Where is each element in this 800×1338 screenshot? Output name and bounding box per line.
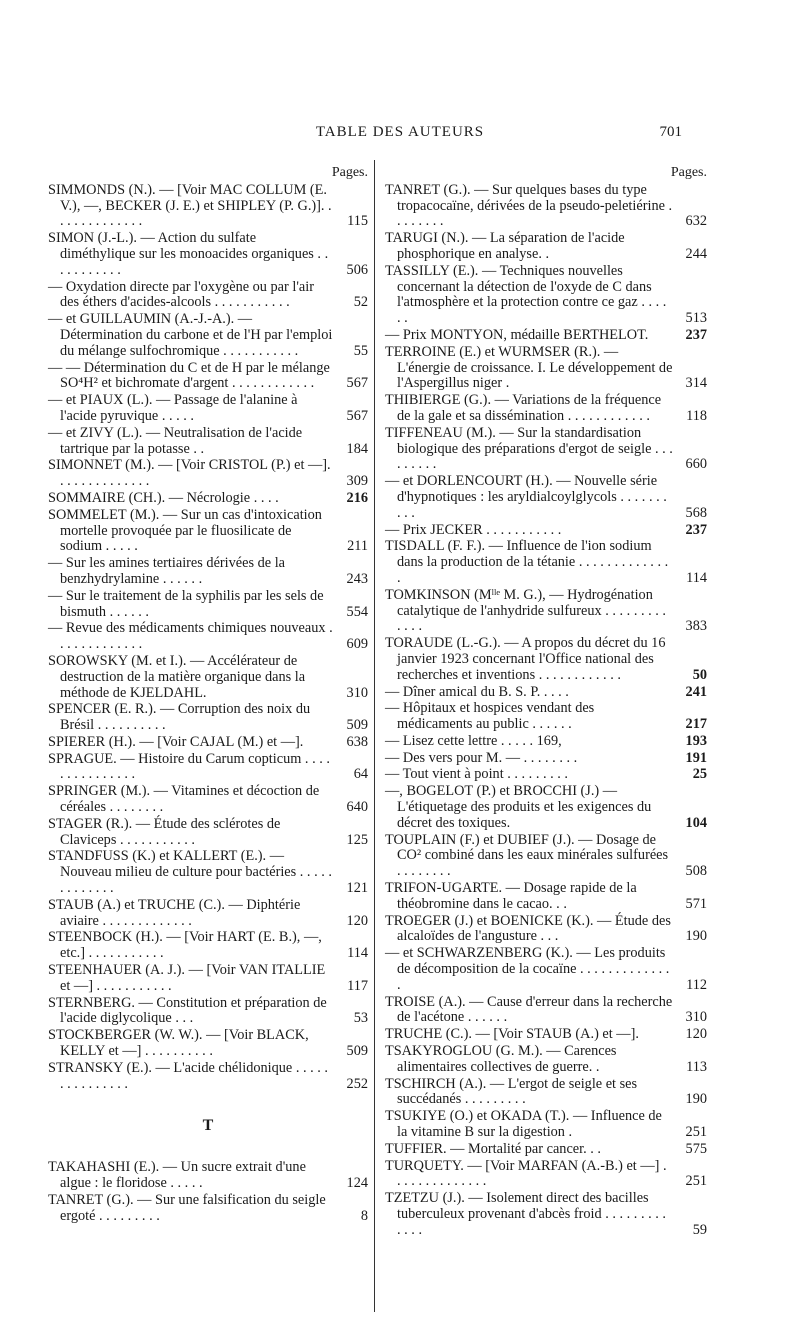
index-entry: [48, 312, 368, 359]
index-entry: [385, 474, 707, 521]
index-entry: [48, 996, 368, 1028]
entry-text: TARUGI (N.). — La séparation de l'acide phosphorique en analyse. .: [385, 230, 625, 262]
entry-text: TERROINE (E.) et WURMSER (R.). — L'énergie de croissance. I. Le développement de l'Aspergillus niger .: [385, 343, 673, 392]
entry-page-number: 252: [346, 1075, 368, 1092]
index-entry: [48, 426, 368, 458]
index-entry: [385, 914, 707, 946]
index-entry: [385, 784, 707, 831]
section-letter-t: T: [202, 1117, 214, 1135]
index-entry: [48, 735, 368, 751]
entry-text: TIFFENEAU (M.). — Sur la standardisation biologique des préparations d'ergot de seigle . . . . . . . . .: [385, 424, 673, 473]
index-entry: [48, 1061, 368, 1093]
entry-page-number: 217: [685, 716, 707, 733]
entry-text: — Hôpitaux et hospices vendant des médicaments au public . . . . . .: [385, 700, 595, 733]
entry-page-number: 52: [353, 294, 368, 311]
index-entry: [48, 1193, 368, 1225]
entry-text: TROISE (A.). — Cause d'erreur dans la recherche de l'acétone . . . . . .: [385, 993, 673, 1026]
index-entry: [48, 393, 368, 425]
entry-text: —, BOGELOT (P.) et BROCCHI (J.) — L'étiquetage des produits et les exigences du décret des toxiques.: [385, 783, 652, 831]
entry-text: TSCHIRCH (A.). — L'ergot de seigle et ses succédanés . . . . . . . . .: [385, 1075, 638, 1108]
entry-page-number: 8: [360, 1207, 368, 1224]
entry-page-number: 244: [685, 245, 707, 262]
index-entry: [385, 881, 707, 913]
entry-page-number: 55: [353, 342, 368, 359]
entry-page-number: 211: [347, 538, 368, 555]
entry-page-number: 310: [346, 684, 368, 701]
entry-page-number: 124: [346, 1175, 368, 1192]
entry-page-number: 184: [346, 440, 368, 457]
entry-page-number: 191: [685, 749, 707, 766]
index-entry: [385, 1109, 707, 1141]
entry-text: — et PIAUX (L.). — Passage de l'alanine à l'acide pyruvique . . . . .: [48, 392, 298, 424]
entry-text: TAKAHASHI (E.). — Un sucre extrait d'une algue : le floridose . . . . .: [48, 1159, 306, 1192]
entry-page-number: 251: [685, 1173, 707, 1190]
entry-text: STOCKBERGER (W. W.). — [Voir BLACK, KELLY et —] . . . . . . . . . .: [48, 1027, 309, 1060]
entry-page-number: 554: [346, 603, 368, 620]
entry-page-number: 193: [685, 732, 707, 749]
entry-text: — et DORLENCOURT (H.). — Nouvelle série d'hypnotiques : les aryldialcoylglycols . . . . . . . . . .: [385, 473, 667, 521]
entry-page-number: 609: [346, 636, 368, 653]
entry-text: TASSILLY (E.). — Techniques nouvelles concernant la détection de l'oxyde de C dans l'atmosphère et la protection contre ce gaz . . . . . .: [385, 262, 667, 327]
index-entry: [385, 588, 707, 635]
entry-page-number: 567: [346, 375, 368, 392]
entry-page-number: 50: [692, 666, 707, 683]
index-entry: [385, 539, 707, 586]
index-entry: [385, 636, 707, 683]
index-entry: [385, 833, 707, 880]
index-entry: [385, 995, 707, 1027]
index-entry: [385, 183, 707, 230]
entry-text: — et ZIVY (L.). — Neutralisation de l'acide tartrique par la potasse . .: [48, 424, 303, 457]
index-entry: [385, 264, 707, 327]
index-entry: [48, 752, 368, 784]
index-entry: [48, 784, 368, 816]
entry-text: TOUPLAIN (F.) et DUBIEF (J.). — Dosage de CO² combiné dans les eaux minérales sulfurées . . . . . . . .: [385, 831, 669, 880]
index-entry: [385, 426, 707, 473]
entry-page-number: 660: [685, 456, 707, 473]
entry-text: SIMON (J.-L.). — Action du sulfate diméthylique sur les monoacides organiques . . . . . . . . . . .: [48, 230, 329, 278]
entry-text: SIMONNET (M.). — [Voir CRISTOL (P.) et —]. . . . . . . . . . . . . .: [48, 457, 331, 490]
entry-page-number: 509: [346, 1043, 368, 1060]
index-entry: [385, 328, 707, 344]
index-entry: [48, 654, 368, 701]
entry-page-number: 190: [685, 1091, 707, 1108]
index-entry: [385, 1142, 707, 1158]
entry-page-number: 113: [686, 1058, 707, 1075]
entry-page-number: 310: [685, 1009, 707, 1026]
entry-page-number: 114: [686, 569, 707, 586]
index-entry: [385, 231, 707, 263]
index-entry: [385, 1077, 707, 1109]
index-entry: [385, 345, 707, 392]
index-entry: [48, 963, 368, 995]
entry-text: SPIERER (H.). — [Voir CAJAL (M.) et —].: [48, 733, 304, 750]
index-entry: [48, 231, 368, 278]
entry-text: SPENCER (E. R.). — Corruption des noix du Brésil . . . . . . . . . .: [48, 701, 311, 734]
entry-text: STEENBOCK (H.). — [Voir HART (E. B.), —, etc.] . . . . . . . . . . .: [48, 929, 322, 962]
index-entry: [385, 393, 707, 425]
entry-page-number: 118: [686, 407, 707, 424]
entry-page-number: 104: [685, 814, 707, 831]
entry-text: — Dîner amical du B. S. P. . . . .: [385, 683, 569, 700]
entry-page-number: 120: [685, 1026, 707, 1043]
index-entry: [48, 702, 368, 734]
index-entry: [385, 1044, 707, 1076]
entry-text: TOMKINSON (Mˡˡᵉ M. G.), — Hydrogénation catalytique de l'anhydride sulfureux . . . . . . . . . . . . .: [385, 586, 666, 635]
entry-page-number: 59: [692, 1221, 707, 1238]
column-divider: [374, 160, 375, 1312]
entry-text: TANRET (G.). — Sur quelques bases du type tropacocaïne, dérivées de la pseudo-peletiérine . . . . . . . .: [385, 181, 673, 230]
index-entry: [385, 1159, 707, 1191]
entry-text: TURQUETY. — [Voir MARFAN (A.-B.) et —] . . . . . . . . . . . . . .: [385, 1157, 667, 1190]
entry-text: STAGER (R.). — Étude des sclérotes de Claviceps . . . . . . . . . . .: [48, 815, 281, 848]
index-entry: [48, 898, 368, 930]
entry-text: TROEGER (J.) et BOENICKE (K.). — Étude des alcaloïdes de l'angusture . . .: [385, 912, 671, 945]
left-entries: [48, 183, 368, 1093]
index-entry: [48, 556, 368, 588]
entry-page-number: 216: [346, 489, 368, 506]
entry-text: TISDALL (F. F.). — Influence de l'ion sodium dans la production de la tétanie . . . . . . . . . . . . . .: [385, 538, 669, 586]
entry-page-number: 506: [346, 261, 368, 278]
header-title: TABLE DES AUTEURS: [315, 124, 485, 140]
index-entry: [48, 280, 368, 312]
entry-page-number: 120: [346, 912, 368, 929]
entry-page-number: 64: [353, 766, 368, 783]
entry-text: STEENHAUER (A. J.). — [Voir VAN ITALLIE et —] . . . . . . . . . . .: [48, 962, 326, 994]
entry-text: TORAUDE (L.-G.). — A propos du décret du 16 janvier 1923 concernant l'Office national des recherches et inventions . . . . . . . . . . . .: [385, 635, 666, 683]
entry-text: TRUCHE (C.). — [Voir STAUB (A.) et —].: [385, 1026, 639, 1043]
entry-page-number: 309: [346, 473, 368, 490]
index-entry: [385, 523, 707, 539]
entry-text: — et SCHWARZENBERG (K.). — Les produits de décomposition de la cocaïne . . . . . . . . . . . . . .: [385, 945, 670, 993]
entry-text: — Tout vient à point . . . . . . . . .: [385, 766, 568, 783]
entry-page-number: 509: [346, 717, 368, 734]
entry-page-number: 638: [346, 733, 368, 750]
entry-page-number: 568: [685, 504, 707, 521]
index-entry: [48, 361, 368, 393]
entry-text: TSUKIYE (O.) et OKADA (T.). — Influence de la vitamine B sur la digestion .: [385, 1108, 662, 1141]
entry-text: SIMMONDS (N.). — [Voir MAC COLLUM (E. V.), —, BECKER (J. E.) et SHIPLEY (P. G.)]. . . . . . . . . . . . . .: [48, 181, 332, 230]
entry-page-number: 53: [353, 1010, 368, 1027]
entry-text: SOMMAIRE (CH.). — Nécrologie . . . .: [48, 489, 279, 506]
entry-text: — Sur les amines tertiaires dérivées de la benzhydrylamine . . . . . .: [48, 555, 286, 587]
index-entry: [48, 183, 368, 230]
entry-page-number: 513: [685, 310, 707, 327]
left-entries-t: [48, 1160, 368, 1224]
entry-page-number: 571: [685, 895, 707, 912]
entry-text: SPRINGER (M.). — Vitamines et décoction de céréales . . . . . . . .: [48, 783, 320, 816]
entry-page-number: 190: [685, 928, 707, 945]
index-entry: [48, 491, 368, 507]
index-entry: [385, 946, 707, 993]
entry-text: STRANSKY (E.). — L'acide chélidonique . . . . . . . . . . . . . . .: [48, 1059, 328, 1092]
entry-page-number: 632: [685, 213, 707, 230]
index-entry: [48, 849, 368, 896]
index-entry: [385, 1191, 707, 1238]
entry-text: TANRET (G.). — Sur une falsification du seigle ergoté . . . . . . . . .: [48, 1191, 326, 1224]
entry-page-number: 243: [346, 570, 368, 587]
entry-text: SOROWSKY (M. et I.). — Accélérateur de destruction de la matière organique dans la méthode de KJELDAHL.: [48, 652, 306, 701]
entry-page-number: 567: [346, 407, 368, 424]
entry-text: TSAKYROGLOU (G. M.). — Carences alimentaires collectives de guerre. .: [385, 1043, 617, 1075]
entry-page-number: 115: [347, 213, 368, 230]
entry-page-number: 114: [347, 945, 368, 962]
entry-text: — Des vers pour M. — . . . . . . . .: [385, 749, 578, 766]
pages-label-left: Pages.: [331, 165, 368, 180]
entry-page-number: 121: [346, 880, 368, 897]
pages-label-right: Pages.: [670, 165, 707, 180]
entry-page-number: 117: [347, 977, 368, 994]
index-entry: [385, 734, 707, 750]
entry-page-number: 241: [685, 683, 707, 700]
entry-text: — Lisez cette lettre . . . . . 169,: [385, 732, 562, 749]
entry-text: — Revue des médicaments chimiques nouveaux . . . . . . . . . . . . .: [48, 620, 333, 653]
entry-text: TRIFON-UGARTE. — Dosage rapide de la théobromine dans le cacao. . .: [385, 880, 637, 912]
index-entry: [48, 930, 368, 962]
entry-page-number: 237: [685, 326, 707, 343]
entry-text: TUFFIER. — Mortalité par cancer. . .: [385, 1140, 601, 1157]
index-entry: [48, 1160, 368, 1192]
index-entry: [385, 685, 707, 701]
entry-text: STANDFUSS (K.) et KALLERT (E.). — Nouveau milieu de culture pour bactéries . . . . . . . . . . . . .: [48, 848, 332, 897]
right-entries: [385, 183, 707, 1239]
index-entry: [385, 751, 707, 767]
entry-text: STAUB (A.) et TRUCHE (C.). — Diphtérie aviaire . . . . . . . . . . . . .: [48, 896, 301, 929]
index-entry: [48, 589, 368, 621]
entry-text: SOMMELET (M.). — Sur un cas d'intoxication mortelle provoquée par le fluosilicate de sodium . . . . .: [48, 506, 322, 555]
running-header: [0, 124, 800, 144]
entry-page-number: 640: [346, 799, 368, 816]
index-entry: [385, 767, 707, 783]
entry-page-number: 251: [685, 1124, 707, 1141]
entry-text: — — Détermination du C et de H par le mélange SO⁴H² et bichromate d'argent . . . . . . . . . . . .: [48, 359, 330, 392]
entry-page-number: 575: [685, 1140, 707, 1157]
entry-page-number: 314: [685, 375, 707, 392]
entry-page-number: 383: [685, 618, 707, 635]
right-column: [385, 165, 707, 1240]
index-entry: [385, 1027, 707, 1043]
left-column: [48, 165, 368, 1225]
entry-text: — Sur le traitement de la syphilis par les sels de bismuth . . . . . .: [48, 587, 324, 620]
index-entry: [48, 458, 368, 490]
entry-text: STERNBERG. — Constitution et préparation de l'acide diglycolique . . .: [48, 994, 327, 1027]
entry-text: — Prix JECKER . . . . . . . . . . .: [385, 521, 562, 538]
index-entry: [385, 701, 707, 733]
entry-page-number: 25: [692, 766, 707, 783]
entry-text: THIBIERGE (G.). — Variations de la fréquence de la gale et sa dissémination . . . . . . . . . . . .: [385, 392, 662, 424]
index-entry: [48, 817, 368, 849]
index-entry: [48, 1028, 368, 1060]
header-page-number: 701: [659, 124, 682, 140]
entry-text: — Oxydation directe par l'oxygène ou par l'air des éthers d'acides-alcools . . . . . . . . . . .: [48, 278, 314, 311]
entry-text: SPRAGUE. — Histoire du Carum copticum . . . . . . . . . . . . . . .: [48, 750, 330, 783]
index-entry: [48, 508, 368, 555]
entry-text: — Prix MONTYON, médaille BERTHELOT.: [385, 326, 649, 343]
index-entry: [48, 621, 368, 653]
entry-text: TZETZU (J.). — Isolement direct des bacilles tuberculeux provenant d'abcès froid . . . . . . . . . . . . .: [385, 1190, 666, 1238]
entry-text: — et GUILLAUMIN (A.-J.-A.). — Détermination du carbone et de l'H par l'emploi du mélange sulfochromique . . . . . . . . . . .: [48, 311, 333, 359]
entry-page-number: 508: [685, 863, 707, 880]
entry-page-number: 112: [686, 976, 707, 993]
entry-page-number: 237: [685, 521, 707, 538]
entry-page-number: 125: [346, 831, 368, 848]
